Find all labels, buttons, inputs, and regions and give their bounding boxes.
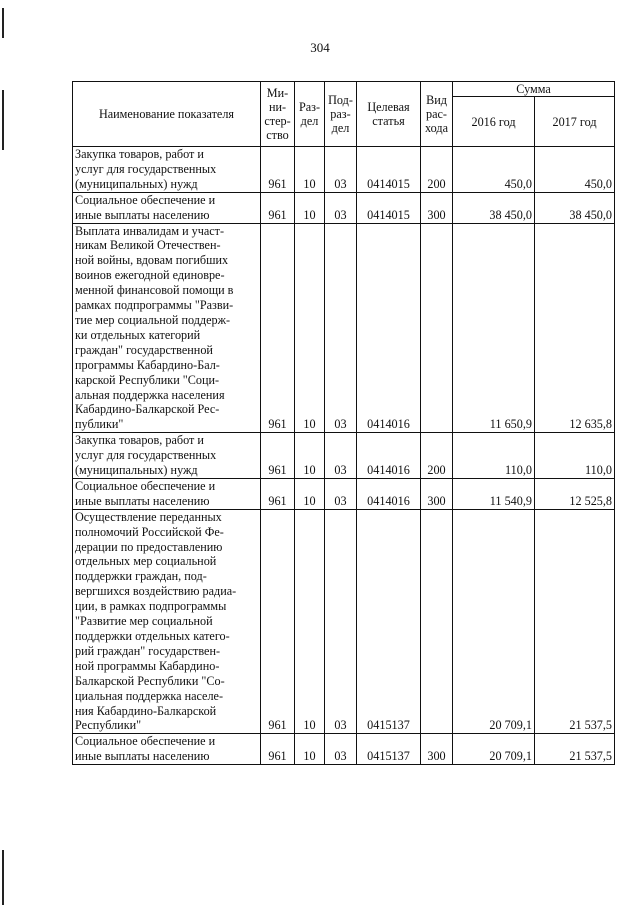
- header-target-article: Целевая статья: [357, 82, 421, 147]
- table-row: [73, 509, 615, 734]
- cell-sum-2017: 12 525,8: [535, 478, 615, 509]
- cell-name: Социальное обеспечение и иные выплаты населению: [73, 192, 261, 223]
- cell-sum-2017: 38 450,0: [535, 192, 615, 223]
- cell-expense-type: 200: [421, 433, 453, 479]
- header-year-2016: 2016 год: [453, 97, 535, 147]
- table-row: [73, 734, 615, 765]
- cell-ministry: 961: [261, 192, 295, 223]
- cell-name: Закупка товаров, работ и услуг для государственных (муниципальных) нужд: [73, 433, 261, 479]
- cell-section: 10: [295, 223, 325, 433]
- cell-expense-type: 300: [421, 192, 453, 223]
- cell-sum-2017: 110,0: [535, 433, 615, 479]
- header-section: Раз- дел: [295, 82, 325, 147]
- header-subsection: Под- раз- дел: [325, 82, 357, 147]
- header-expense-type: Вид рас- хода: [421, 82, 453, 147]
- cell-target-article: 0414016: [357, 223, 421, 433]
- cell-sum-2016: 11 540,9: [453, 478, 535, 509]
- cell-target-article: 0414015: [357, 192, 421, 223]
- cell-subsection: 03: [325, 223, 357, 433]
- cell-subsection: 03: [325, 433, 357, 479]
- cell-sum-2017: 21 537,5: [535, 509, 615, 734]
- cell-subsection: 03: [325, 478, 357, 509]
- cell-expense-type: 300: [421, 478, 453, 509]
- cell-section: 10: [295, 478, 325, 509]
- cell-name: Закупка товаров, работ и услуг для государственных (муниципальных) нужд: [73, 147, 261, 193]
- cell-section: 10: [295, 509, 325, 734]
- cell-ministry: 961: [261, 509, 295, 734]
- cell-ministry: 961: [261, 147, 295, 193]
- cell-ministry: 961: [261, 478, 295, 509]
- table-row: [73, 478, 615, 509]
- cell-expense-type: [421, 223, 453, 433]
- cell-expense-type: 300: [421, 734, 453, 765]
- cell-sum-2017: 12 635,8: [535, 223, 615, 433]
- cell-target-article: 0414015: [357, 147, 421, 193]
- header-row-top: [73, 82, 615, 97]
- cell-section: 10: [295, 734, 325, 765]
- cell-sum-2016: 20 709,1: [453, 509, 535, 734]
- header-sum: Сумма: [453, 82, 615, 97]
- cell-sum-2017: 450,0: [535, 147, 615, 193]
- cell-expense-type: [421, 509, 453, 734]
- cell-subsection: 03: [325, 509, 357, 734]
- budget-table: [72, 81, 615, 765]
- cell-sum-2016: 38 450,0: [453, 192, 535, 223]
- cell-sum-2016: 11 650,9: [453, 223, 535, 433]
- header-name: Наименование показателя: [73, 82, 261, 147]
- cell-subsection: 03: [325, 192, 357, 223]
- cell-ministry: 961: [261, 734, 295, 765]
- cell-name: Выплата инвалидам и участ- никам Великой Отечествен- ной войны, вдовам погибших воинов ежегодной единовре- менной финансовой помощи в рамках подпрограммы "Разви- тие мер социальной поддерж- ки отдельных категорий граждан" государственной программы Кабардино-Бал- карской Республики "Соци- альная поддержка населения Кабардино-Балкарской Рес- публики": [73, 223, 261, 433]
- cell-expense-type: 200: [421, 147, 453, 193]
- header-year-2017: 2017 год: [535, 97, 615, 147]
- scan-edge-mark-bottom: [2, 850, 4, 905]
- cell-section: 10: [295, 192, 325, 223]
- table-body: [73, 147, 615, 765]
- cell-target-article: 0415137: [357, 734, 421, 765]
- cell-sum-2016: 450,0: [453, 147, 535, 193]
- cell-name: Социальное обеспечение и иные выплаты населению: [73, 478, 261, 509]
- cell-name: Осуществление переданных полномочий Российской Фе- дерации по предоставлению отдельных мер социальной поддержки граждан, под- вергшихся воздействию радиа- ции, в рамках подпрограммы "Развитие мер социальной поддержки отдельных катего- рий граждан" государствен- ной программы Кабардино- Балкарской Республики "Со- циальная поддержка населе- ния Кабардино-Балкарской Республики": [73, 509, 261, 734]
- table-row: [73, 147, 615, 193]
- table-row: [73, 223, 615, 433]
- cell-sum-2016: 20 709,1: [453, 734, 535, 765]
- cell-target-article: 0414016: [357, 433, 421, 479]
- table-row: [73, 433, 615, 479]
- table-row: [73, 192, 615, 223]
- cell-sum-2017: 21 537,5: [535, 734, 615, 765]
- cell-subsection: 03: [325, 147, 357, 193]
- scan-edge-mark-middle: [2, 90, 4, 150]
- cell-section: 10: [295, 433, 325, 479]
- cell-ministry: 961: [261, 433, 295, 479]
- cell-target-article: 0414016: [357, 478, 421, 509]
- scan-edge-mark-top: [2, 8, 4, 38]
- page-number: 304: [310, 40, 330, 55]
- cell-ministry: 961: [261, 223, 295, 433]
- cell-sum-2016: 110,0: [453, 433, 535, 479]
- cell-target-article: 0415137: [357, 509, 421, 734]
- cell-subsection: 03: [325, 734, 357, 765]
- cell-section: 10: [295, 147, 325, 193]
- cell-name: Социальное обеспечение и иные выплаты населению: [73, 734, 261, 765]
- header-ministry: Ми- ни- стер- ство: [261, 82, 295, 147]
